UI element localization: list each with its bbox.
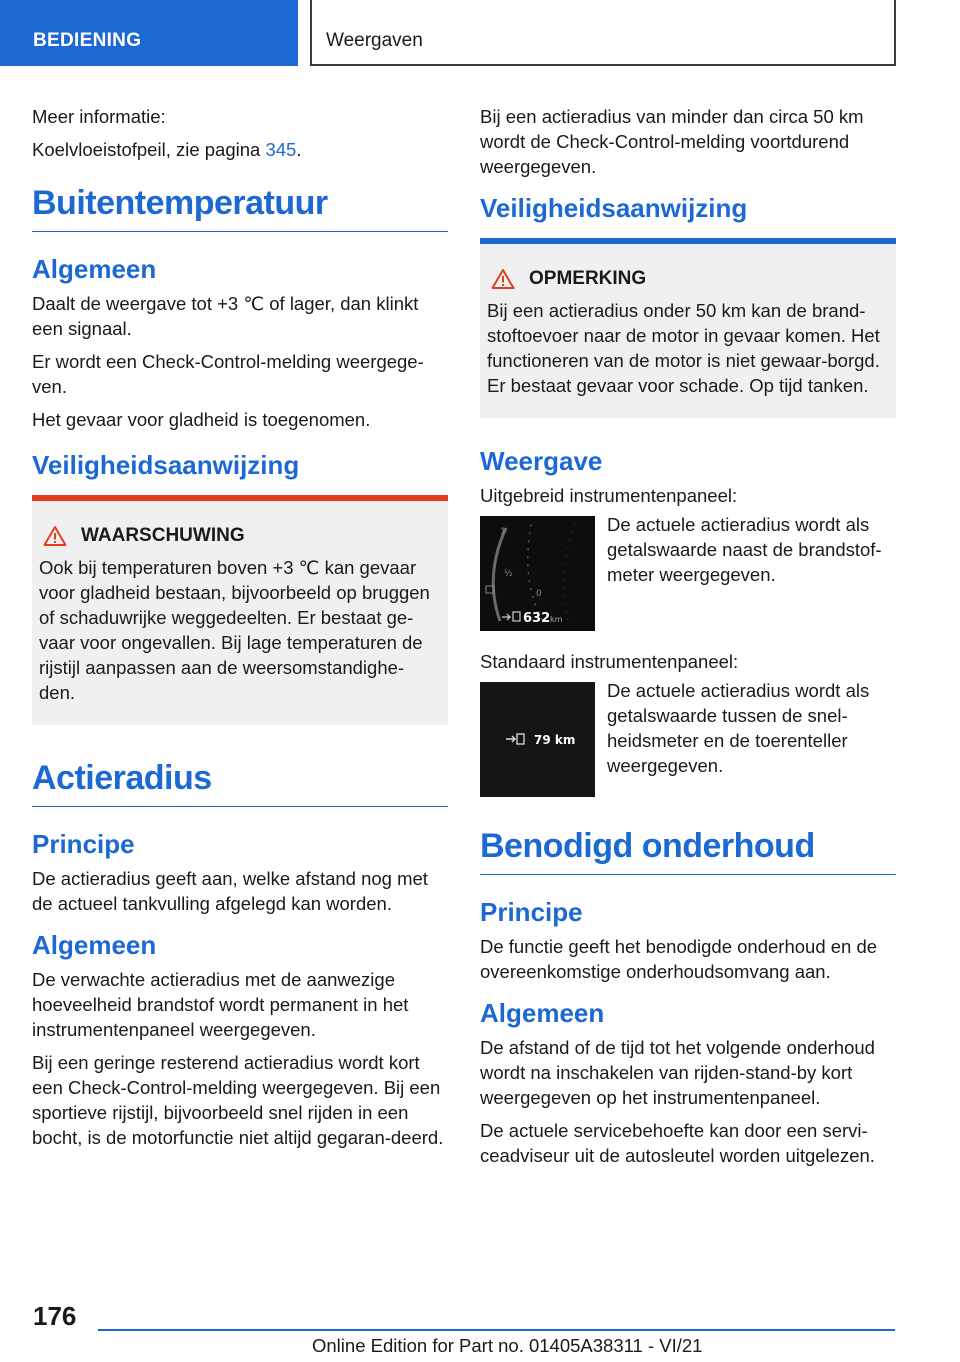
- paragraph: Uitgebreid instrumentenpaneel:: [480, 485, 738, 506]
- figure-caption: De actuele actieradius wordt als getalswaarde tussen de snel-heidsmeter en de toerenteller weergegeven.: [607, 680, 870, 776]
- range-display-icon: [480, 682, 595, 797]
- notice-title: OPMERKING: [529, 268, 647, 289]
- notice-text: Bij een actieradius onder 50 km kan de brand-stoftoevoer naar de motor in gevaar komen. Het functioneren van de motor is niet gewaar-borgd. Er bestaat gevaar voor schade. Op tijd tanken.: [487, 300, 880, 396]
- page-number: 176: [33, 1301, 77, 1331]
- paragraph: Er wordt een Check-Control-melding weergege-ven.: [32, 351, 424, 397]
- paragraph: De actuele servicebehoefte kan door een servi-ceadviseur uit de autosleutel worden uitgelezen.: [480, 1120, 875, 1166]
- coolant-reference: Koelvloeistofpeil, zie pagina 345.: [32, 139, 302, 160]
- paragraph: Het gevaar voor gladheid is toegenomen.: [32, 409, 371, 430]
- standard-cluster-image: [480, 682, 595, 797]
- left-column: [32, 104, 448, 1158]
- paragraph: Standaard instrumentenpaneel:: [480, 651, 739, 672]
- heading-principle: Principe: [480, 897, 583, 927]
- page-link-345[interactable]: 345: [265, 139, 297, 160]
- warning-text: Ook bij temperaturen boven +3 ℃ kan gevaar voor gladheid bestaan, bijvoorbeeld op bruggen of schaduwrijke weggedeelten. Er bestaat ge-vaar voor ongevallen. Bij lage temperaturen de rijstijl aanpassen aan de weersomstandighe-den.: [39, 557, 430, 703]
- warning-title: WAARSCHUWING: [81, 525, 245, 546]
- gauge-tick-label: 0: [536, 589, 542, 599]
- header-underline: [310, 64, 896, 66]
- edition-label: Online Edition for Part no. 01405A38311 - VI/21: [312, 1335, 703, 1356]
- paragraph: De actieradius geeft aan, welke afstand nog met de actueel tankvulling afgelegd kan worden.: [32, 868, 428, 914]
- figure-caption: De actuele actieradius wordt als getalswaarde naast de brandstof-meter weergegeven.: [607, 514, 882, 585]
- footer-divider: [98, 1329, 895, 1331]
- figure-standard-panel: [480, 682, 896, 797]
- paragraph: De functie geeft het benodigde onderhoud en de overeenkomstige onderhoudsomvang aan.: [480, 936, 878, 982]
- paragraph: De afstand of de tijd tot het volgende onderhoud wordt na inschakelen van rijden-stand-by kort weergegeven op het instrumentenpaneel.: [480, 1037, 875, 1108]
- heading-service: Benodigd onderhoud: [480, 827, 896, 875]
- warning-triangle-icon: [43, 525, 67, 547]
- heading-general: Algemeen: [32, 930, 157, 960]
- more-info-label: Meer informatie:: [32, 106, 166, 127]
- figure-extended-panel: [480, 516, 896, 631]
- section-label: BEDIENING: [0, 0, 298, 66]
- gauge-tick-label: 1: [500, 527, 506, 537]
- gauge-tick-label: ½: [504, 569, 513, 579]
- heading-range: Actieradius: [32, 759, 448, 807]
- notice-box: [480, 238, 896, 418]
- warning-box: [32, 495, 448, 725]
- extended-cluster-image: [480, 516, 595, 631]
- fuel-gauge-icon: [480, 516, 595, 631]
- warning-triangle-icon: [491, 268, 515, 290]
- paragraph: Bij een actieradius van minder dan circa 50 km wordt de Check-Control-melding voortdurend weergegeven.: [480, 106, 864, 177]
- right-column: [480, 104, 896, 1176]
- header-right-border: [894, 0, 896, 66]
- heading-general: Algemeen: [32, 254, 157, 284]
- heading-principle: Principe: [32, 829, 135, 859]
- heading-display: Weergave: [480, 446, 603, 476]
- heading-safety: Veiligheidsaanwijzing: [32, 450, 300, 480]
- range-value: 632: [523, 611, 551, 626]
- range-unit: km: [550, 615, 563, 624]
- topic-label: Weergaven: [326, 30, 423, 51]
- paragraph: Bij een geringe resterend actieradius wordt kort een Check-Control-melding weergegeven. Bij een sportieve rijstijl, bijvoorbeeld snel rijden in een bocht, is de motorfunctie niet altijd gegaran-deerd.: [32, 1052, 444, 1148]
- header-divider: [310, 0, 312, 66]
- paragraph: De verwachte actieradius met de aanwezige hoeveelheid brandstof wordt permanent in het instrumentenpaneel weergegeven.: [32, 969, 409, 1040]
- heading-safety: Veiligheidsaanwijzing: [480, 193, 748, 223]
- range-value: 79 km: [534, 733, 576, 747]
- heading-outside-temperature: Buitentemperatuur: [32, 184, 448, 232]
- page-header: [0, 0, 960, 66]
- paragraph: Daalt de weergave tot +3 ℃ of lager, dan klinkt een signaal.: [32, 293, 419, 339]
- heading-general: Algemeen: [480, 998, 605, 1028]
